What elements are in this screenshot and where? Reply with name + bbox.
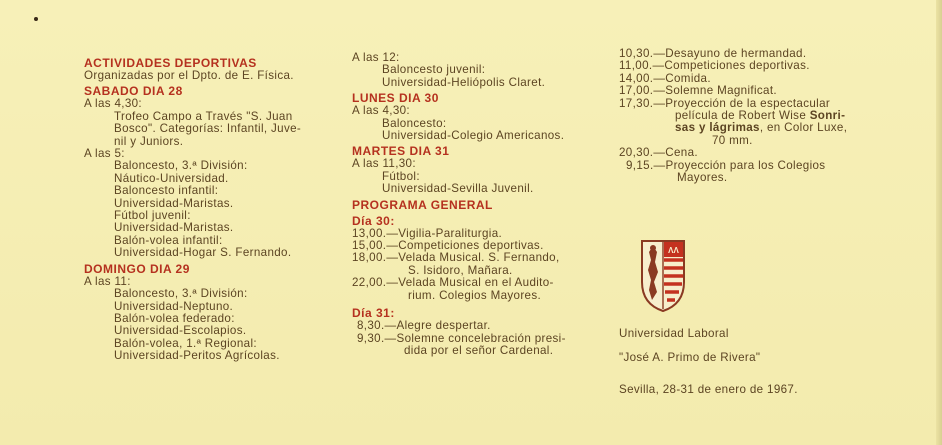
schedule-line: 17,00.—Solemne Magnificat. [619, 84, 777, 98]
event-line: Baloncesto, 3.ª División: [114, 159, 248, 173]
sports-title: ACTIVIDADES DEPORTIVAS [84, 56, 257, 70]
event-line: Baloncesto: [382, 116, 447, 130]
sports-column [84, 54, 334, 363]
event-date: Sevilla, 28-31 de enero de 1967. [619, 383, 798, 396]
time-label: A las 11,30: [352, 157, 416, 171]
institution-dedication: "José A. Primo de Rivera" [619, 351, 761, 364]
event-line: Universidad-Neptuno. [114, 299, 234, 313]
time-label: A las 12: [352, 51, 400, 64]
schedule-line: 10,30.—Desayuno de hermandad. [619, 47, 807, 60]
sports-program-column [352, 52, 607, 357]
schedule-line: película de Robert Wise Sonri- [675, 109, 846, 123]
event-line: Balón-volea infantil: [114, 233, 223, 247]
event-line: Universidad-Peritos Agrícolas. [114, 349, 280, 363]
event-line: Náutico-Universidad. [114, 171, 229, 185]
event-line: Bosco". Categorías: Infantil, Juve- [114, 122, 302, 136]
event-line: Baloncesto juvenil: [382, 63, 486, 77]
schedule-line: dida por el señor Cardenal. [404, 343, 554, 357]
event-line: Fútbol juvenil: [114, 209, 191, 223]
time-label: A las 4,30: [84, 97, 142, 111]
monday-heading: LUNES DIA 30 [352, 91, 439, 106]
event-line: Universidad-Colegio Americanos. [382, 129, 565, 143]
sports-organizer: Organizadas por el Dpto. de E. Física. [84, 69, 294, 82]
university-crest-icon [639, 238, 687, 314]
event-line: Fútbol: [382, 169, 420, 183]
event-line: Trofeo Campo a Través "S. Juan [114, 109, 293, 123]
event-line: Balón-volea, 1.ª Regional: [114, 336, 257, 350]
schedule-line: 22,00.—Velada Musical en el Audito- [352, 276, 554, 290]
event-line: Balón-volea federado: [114, 311, 235, 325]
time-label: A las 4,30: [352, 104, 410, 118]
schedule-line: 9,15.—Proyección para los Colegios [626, 158, 826, 172]
event-line: Baloncesto infantil: [114, 184, 219, 198]
schedule-line: rium. Colegios Mayores. [408, 288, 542, 302]
schedule-line: 70 mm. [712, 133, 753, 147]
event-line: Universidad-Escolapios. [114, 324, 247, 338]
event-line: Universidad-Heliópolis Claret. [382, 75, 546, 89]
schedule-line: 18,00.—Velada Musical. S. Fernando, [352, 251, 560, 265]
event-line: Universidad-Sevilla Juvenil. [382, 182, 534, 196]
event-line: Universidad-Maristas. [114, 221, 234, 235]
time-label: A las 11: [84, 274, 131, 288]
event-line: Universidad-Maristas. [114, 196, 234, 210]
sunday-heading: DOMINGO DIA 29 [84, 261, 190, 276]
schedule-line: 9,30.—Solemne concelebración presi- [357, 331, 566, 345]
schedule-line: 20,30.—Cena. [619, 146, 698, 160]
ink-dot [34, 17, 38, 21]
svg-text:ΛΛ: ΛΛ [668, 246, 679, 255]
schedule-line: S. Isidoro, Mañara. [408, 263, 513, 277]
schedule-line: 15,00.—Competiciones deportivas. [352, 239, 544, 253]
program-title: PROGRAMA GENERAL [352, 197, 493, 212]
schedule-line: 13,00.—Vigilia-Paraliturgia. [352, 226, 503, 240]
schedule-line: 14,00.—Comida. [619, 71, 711, 85]
day31-heading: Día 31: [352, 306, 395, 321]
saturday-heading: SABADO DIA 28 [84, 84, 183, 99]
schedule-line: Mayores. [677, 171, 728, 185]
program-column-continued [619, 48, 879, 184]
time-label: A las 5: [84, 147, 125, 161]
schedule-line: sas y lágrimas, en Color Luxe, [675, 121, 848, 135]
event-line: nil y Juniors. [114, 134, 184, 148]
tuesday-heading: MARTES DIA 31 [352, 144, 450, 159]
paper-edge [936, 0, 942, 445]
schedule-line: 8,30.—Alegre despertar. [357, 319, 491, 333]
schedule-line: 17,30.—Proyección de la espectacular [619, 96, 831, 110]
day30-heading: Día 30: [352, 213, 395, 228]
event-line: Baloncesto, 3.ª División: [114, 287, 248, 301]
schedule-line: 11,00.—Competiciones deportivas. [619, 59, 810, 73]
event-line: Universidad-Hogar S. Fernando. [114, 246, 292, 260]
institution-name: Universidad Laboral [619, 327, 729, 340]
